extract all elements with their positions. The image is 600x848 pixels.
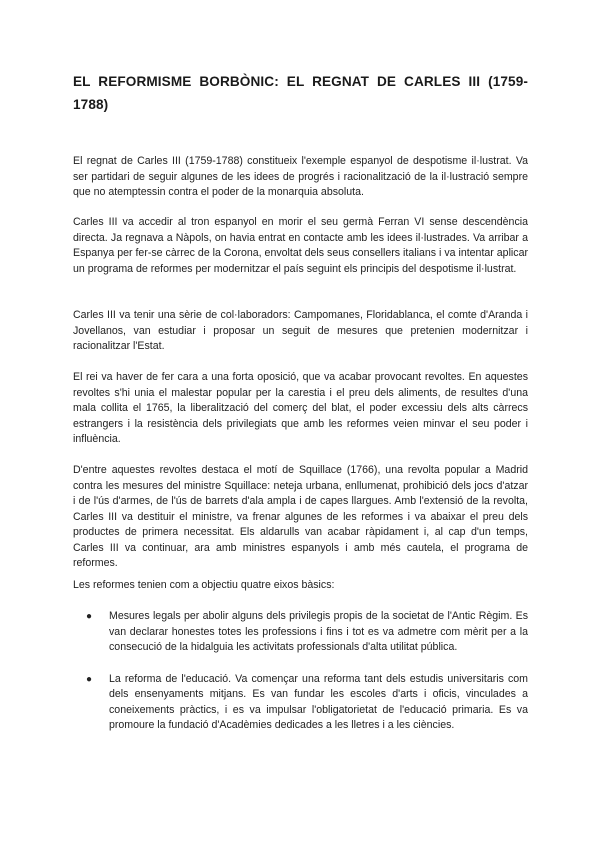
paragraph-squillace: D'entre aquestes revoltes destaca el motí de Squillace (1766), una revolta popular a Madrid contra les mesures del ministre Squillace: neteja urbana, enllumenat, prohibició dels jocs d'atzar i de l'ús d'armes, de l'ús de barrets d'ala ampla i de capes llargues. Amb l'extensió de la revolta, Carles III va destituir el ministre, va frenar algunes de les reformes i va abaixar el preu dels productes de primera necessitat. Els aldarulls van acabar ràpidament i, al cap d'un temps, Carles III va continuar, ara amb ministres espanyols i amb més cautela, el programa de reformes. [73,464,528,569]
document-title: EL REFORMISME BORBÒNIC: EL REGNAT DE CARLES III (1759-1788) [73,74,528,112]
bullet-icon: ● [86,673,93,685]
list-item-text: La reforma de l'educació. Va començar una reforma tant dels estudis universitaris com dels ensenyaments mitjans. Es van fundar les escoles d'arts i oficis, vinculades a coneixements pràctics, i es va impulsar l'obligatorietat de l'educació primaria. Es va promoure la fundació d'Acadèmies dedicades a les lletres i a les ciències. [109,672,528,731]
paragraph-opposition: El rei va haver de fer cara a una forta oposició, que va acabar provocant revoltes. En aquestes revoltes s'hi unia el malestar popular per la carestia i el preu dels aliments, de resultes d'una mala collita el 1765, la liberalització del comerç del blat, el poder excessiu dels alts càrrecs estrangers i la resistència dels privilegiats que amb les reformes veien minvar el seu poder i influència. [73,371,528,445]
paragraph-collaborators: Carles III va tenir una sèrie de col·laboradors: Campomanes, Floridablanca, el comte d'Aranda i Jovellanos, van estudiar i proposar un seguit de mesures que pretenien modernitzar i racionalitzar l'Estat. [73,309,528,352]
paragraph-reforms-intro: Les reformes tenien com a objectiu quatre eixos bàsics: [73,579,335,591]
paragraph-accession: Carles III va accedir al tron espanyol en morir el seu germà Ferran VI sense descendència directa. Ja regnava a Nàpols, on havia entrat en contacte amb les idees il·lustrades. Va arribar a Espanya per fer-se càrrec de la Corona, envoltat dels seus consellers italians i va intentar aplicar un programa de reformes per modernitzar el país seguint els principis del despotisme il·lustrat. [73,216,528,275]
paragraph-intro: El regnat de Carles III (1759-1788) constitueix l'exemple espanyol de despotisme il·lustrat. Va ser partidari de seguir algunes de les idees de progrés i racionalització de la il·lustració sempre que no atemptessin contra el poder de la monarquia absoluta. [73,155,528,198]
list-item [73,672,528,734]
bullet-icon: ● [86,611,93,622]
list-item-text: Mesures legals per abolir alguns dels privilegis propis de la societat de l'Antic Règim. Es van declarar honestes totes les professions i fins i tot es va admetre com mèrit per a la consecució de la hidalguia les activitats professionals d'alta utilitat pública. [109,610,528,653]
list-item [73,609,528,656]
reforms-list [73,609,528,734]
